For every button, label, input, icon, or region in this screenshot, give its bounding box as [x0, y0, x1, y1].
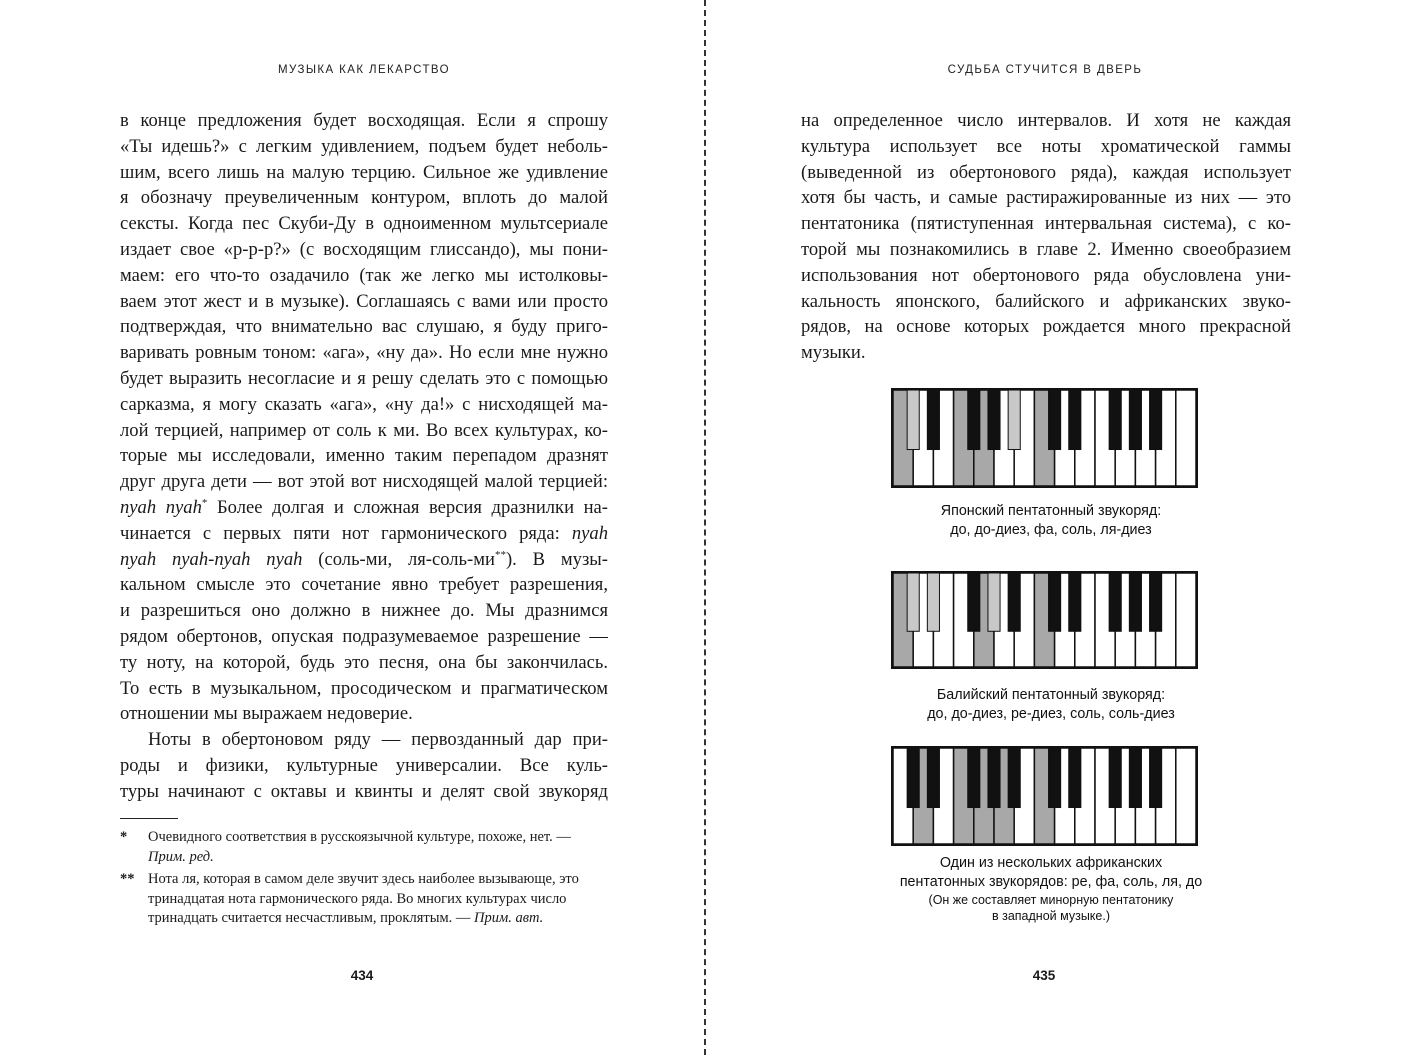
piano-keys: [893, 390, 1196, 486]
text-line: [120, 495, 608, 521]
black-key: [1049, 573, 1061, 631]
text-line: использования нот обертонового ряда обусловлена уни-: [801, 264, 1291, 286]
text-line: рядов, на основе которых рождается много прекрасной: [801, 316, 1291, 338]
text-line: сексты. Когда пес Скуби-Ду в одноименном мультсериале: [120, 213, 608, 235]
text-line: и разрешиться оно должно в нижнее до. Мы дразнимся: [120, 600, 608, 622]
text-line: на определенное число интервалов. И хотя не каждая: [801, 110, 1291, 131]
text-line: я обозначу преувеличенным контуром, вплоть до малой: [120, 187, 608, 209]
text-line: друг друга дети — вот этой вот нисходящей малой терцией:: [120, 471, 608, 493]
black-key: [1129, 748, 1141, 808]
footnote-line: Нота ля, которая в самом деле звучит здесь наиболее вызывающе, это: [148, 871, 579, 887]
black-key: [1049, 748, 1061, 808]
text-line: кальность японского, балийского и африканских звуко-: [801, 290, 1291, 312]
footnote-line: Очевидного соответствия в русскоязычной культуре, похоже, нет. —: [148, 829, 571, 845]
caption-line: пентатонных звукорядов: ре, фа, соль, ля, до: [899, 874, 1203, 890]
text-line: торые мы исследовали, именно таким перепадом дразнят: [120, 445, 608, 467]
footnote-mark: **: [120, 871, 135, 887]
white-key: [1176, 573, 1196, 667]
text-line: подтверждая, что внимательно вас слушаю, я буду приго-: [120, 316, 608, 338]
black-key: [1069, 390, 1081, 450]
text-line: кальном смысле это сочетание явно требует разрешения,: [120, 574, 608, 596]
black-key: [1129, 390, 1141, 450]
text-fragment: тринадцать считается несчастливым, проклятым. —: [148, 910, 471, 926]
japanese-keyboard-diagram: [891, 388, 1198, 488]
caption-line: до, до-диез, фа, соль, ля-диез: [950, 522, 1152, 538]
footnote-2: [120, 870, 610, 929]
text-line: хотя бы часть, и самые растиражированные из них — это: [801, 187, 1291, 209]
italic-text: Прим. авт.: [474, 910, 544, 926]
text-line: сарказма, я могу сказать «ага», «ну да!» с нисходящей ма-: [120, 393, 608, 415]
italic-text: nyah: [571, 522, 608, 544]
text-line: Ноты в обертоновом ряду — первозданный дар при-: [148, 729, 608, 751]
text-line: пентатоника (пятиступенная интервальная система), с ко-: [801, 213, 1291, 235]
black-key: [1109, 748, 1121, 808]
left-body-text: [120, 108, 608, 805]
black-key: [968, 390, 980, 450]
balinese-caption: [836, 686, 1266, 724]
footnote-ref: **: [494, 548, 506, 561]
text-line: торой мы познакомились в главе 2. Именно своеобразием: [801, 238, 1291, 260]
footnote-mark: *: [120, 829, 128, 845]
black-key: [1109, 573, 1121, 631]
page-number-left: 434: [350, 968, 374, 983]
footnote-line: тринадцатая нота гармонического ряда. Во многих культурах число: [148, 890, 567, 907]
caption-line: Один из нескольких африканских: [939, 855, 1163, 871]
text-line: лой терцией, например от соль к ми. Во всех культурах, ко-: [120, 419, 608, 441]
black-key: [1069, 573, 1081, 631]
text-fragment: Более долгая и сложная версия дразнилки на-: [216, 496, 608, 518]
text-line: издает свое «р-р-р?» (с восходящим глиссандо), мы пони-: [120, 238, 608, 260]
italic-text: nyah nyah: [120, 496, 202, 518]
text-line: роды и физики, культурные универсалии. Все куль-: [120, 754, 608, 776]
running-head-left: МУЗЫКА КАК ЛЕКАРСТВО: [278, 64, 450, 76]
black-key: [968, 748, 980, 808]
footnote-line: [148, 909, 610, 929]
text-line: рядом обертонов, опуская подразумеваемое разрешение —: [120, 625, 608, 647]
black-key: [1150, 573, 1162, 631]
black-key: [907, 748, 919, 808]
black-key: [968, 573, 980, 631]
text-line: в конце предложения будет восходящая. Если я спрошу: [120, 110, 608, 131]
caption-line: до, до-диез, ре-диез, соль, соль-диез: [927, 706, 1175, 722]
caption-line: Японский пентатонный звукоряд:: [940, 503, 1162, 519]
text-line: (выведенной из обертонового ряда), каждая использует: [801, 161, 1291, 183]
black-key: [1069, 748, 1081, 808]
footnotes: [120, 828, 610, 932]
black-key: [907, 573, 919, 631]
black-key: [907, 390, 919, 450]
black-key: [927, 748, 939, 808]
piano-keys: [893, 573, 1196, 667]
footnote-rule: [120, 818, 178, 819]
text-line: отношении мы выражаем недоверие.: [120, 703, 413, 725]
text-line: будет выразить несогласие и я решу сделать это с помощью: [120, 367, 608, 389]
black-key: [927, 390, 939, 450]
black-key: [1109, 390, 1121, 450]
african-caption: [836, 854, 1266, 924]
text-line: [120, 521, 608, 547]
text-line: ваем этот жест и в музыке). Соглашаясь с вами или просто: [120, 290, 608, 312]
text-line: ту ноту, на которой, будь это песня, она бы закончилась.: [120, 651, 608, 673]
black-key: [1008, 573, 1020, 631]
footnote-line: Прим. ред.: [148, 848, 214, 865]
balinese-keyboard-diagram: [891, 571, 1198, 669]
italic-text: nyah nyah-nyah nyah: [120, 548, 303, 570]
white-key: [1176, 748, 1196, 844]
black-key: [1129, 573, 1141, 631]
black-key: [1150, 748, 1162, 808]
black-key: [1008, 748, 1020, 808]
caption-line: Балийский пентатонный звукоряд:: [936, 687, 1166, 703]
running-head-right: СУДЬБА СТУЧИТСЯ В ДВЕРЬ: [947, 64, 1143, 76]
black-key: [988, 748, 1000, 808]
right-page: [706, 0, 1410, 1055]
footnote-1: [120, 828, 610, 867]
black-key: [1150, 390, 1162, 450]
text-line: культура использует все ноты хроматической гаммы: [801, 135, 1291, 157]
text-fragment: ). В музы-: [505, 548, 608, 570]
text-line: маем: его что-то озадачило (так же легко мы истолковы-: [120, 264, 608, 286]
white-key: [1176, 390, 1196, 486]
african-keyboard-diagram: [891, 746, 1198, 846]
text-line: шим, всего лишь на малую терцию. Сильное же удивление: [120, 161, 608, 183]
black-key: [1008, 390, 1020, 450]
text-fragment: (соль-ми, ля-соль-ми: [318, 548, 495, 570]
black-key: [927, 573, 939, 631]
text-line: То есть в музыкальном, просодическом и прагматическом: [120, 677, 608, 699]
text-fragment: чинается с первых пяти нот гармонического ряда:: [120, 522, 560, 544]
page-number-right: 435: [1032, 968, 1056, 983]
black-key: [988, 573, 1000, 631]
text-line: варивать ровным тоном: «ага», «ну да». Но если мне нужно: [120, 342, 608, 364]
caption-note: (Он же составляет минорную пентатонику: [928, 893, 1174, 907]
black-key: [988, 390, 1000, 450]
text-line: музыки.: [801, 342, 866, 364]
right-body-text: [801, 108, 1291, 366]
text-line: «Ты идешь?» с легким удивлением, подъем будет неболь-: [120, 135, 608, 157]
black-key: [1049, 390, 1061, 450]
text-line: туры начинают с октавы и квинты и делят свой звукоряд: [120, 780, 608, 802]
left-page: [0, 0, 704, 1055]
caption-note: в западной музыке.): [991, 909, 1111, 923]
japanese-caption: [836, 502, 1266, 540]
text-line: [120, 547, 608, 573]
footnote-ref: *: [201, 496, 208, 509]
piano-keys: [893, 748, 1196, 844]
